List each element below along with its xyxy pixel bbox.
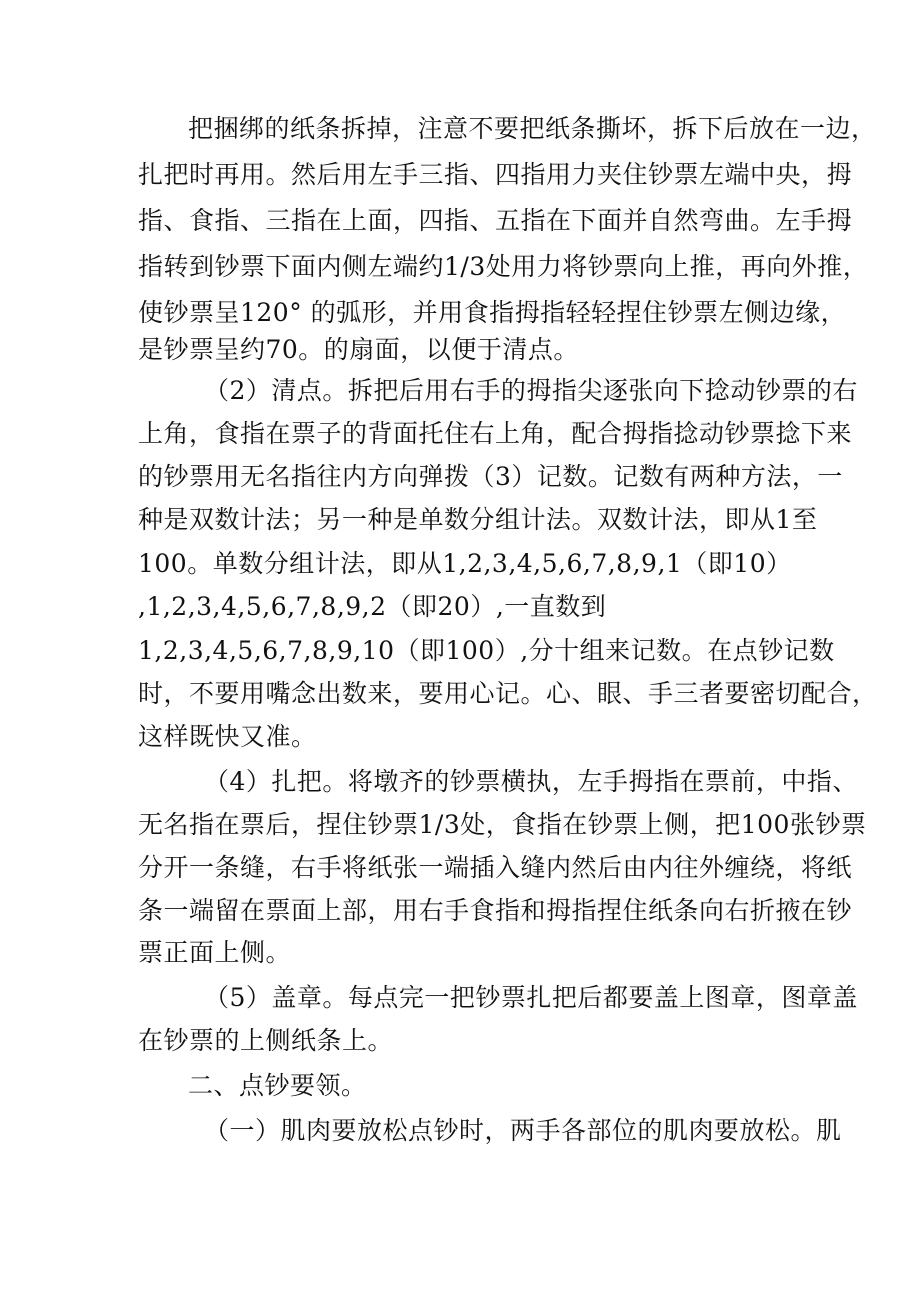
paragraph-line: （5）盖章。每点完一把钞票扎把后都要盖上图章，图章盖 [204, 983, 858, 1012]
paragraph-line: （4）扎把。将墩齐的钞票横执，左手拇指在票前，中指、 [204, 767, 858, 796]
paragraph-line: 指转到钞票下面内侧左端约1/3处用力将钞票向上推，再向外推， [138, 252, 869, 281]
paragraph-line: 时，不要用嘴念出数来，要用心记。心、眼、手三者要密切配合， [138, 679, 878, 708]
paragraph-line: （2）清点。拆把后用右手的拇指尖逐张向下捻动钞票的右 [204, 376, 858, 405]
paragraph-line: 100。单数分组计法，即从1,2,3,4,5,6,7,8,9,1（即10） [138, 549, 792, 578]
paragraph-line: 把捆绑的纸条拆掉，注意不要把纸条撕坏，拆下后放在一边， [188, 114, 877, 143]
paragraph-line: 扎把时再用。然后用左手三指、四指用力夹住钞票左端中央，拇 [138, 160, 853, 189]
paragraph-line: 使钞票呈120° 的弧形，并用食指拇指轻轻捏住钞票左侧边缘， [138, 298, 847, 327]
section-heading: 二、点钞要领。 [188, 1071, 367, 1100]
paragraph-line: 的钞票用无名指往内方向弹拨（3）记数。记数有两种方法，一 [138, 462, 843, 491]
paragraph-line: ,1,2,3,4,5,6,7,8,9,2（即20）,一直数到 [138, 592, 607, 621]
paragraph-line: 在钞票的上侧纸条上。 [138, 1026, 394, 1055]
paragraph-line: （一）肌肉要放松点钞时，两手各部位的肌肉要放松。肌 [204, 1116, 842, 1145]
paragraph-line: 票正面上侧。 [138, 938, 292, 967]
paragraph-line: 指、食指、三指在上面，四指、五指在下面并自然弯曲。左手拇 [138, 206, 853, 235]
paragraph-line: 是钞票呈约70。的扇面，以便于清点。 [138, 335, 579, 364]
paragraph-line: 分开一条缝，右手将纸张一端插入缝内然后由内往外缠绕，将纸 [138, 853, 853, 882]
paragraph-line: 1,2,3,4,5,6,7,8,9,10（即100）,分十组来记数。在点钞记数 [138, 636, 835, 665]
paragraph-line: 无名指在票后，捏住钞票1/3处，食指在钞票上侧，把100张钞票 [138, 810, 867, 839]
paragraph-line: 种是双数计法；另一种是单数分组计法。双数计法，即从1至 [138, 505, 818, 534]
paragraph-line: 条一端留在票面上部，用右手食指和拇指捏住纸条向右折掖在钞 [138, 896, 853, 925]
paragraph-line: 上角，食指在票子的背面托住右上角，配合拇指捻动钞票捻下来 [138, 419, 853, 448]
paragraph-line: 这样既快又准。 [138, 722, 317, 751]
